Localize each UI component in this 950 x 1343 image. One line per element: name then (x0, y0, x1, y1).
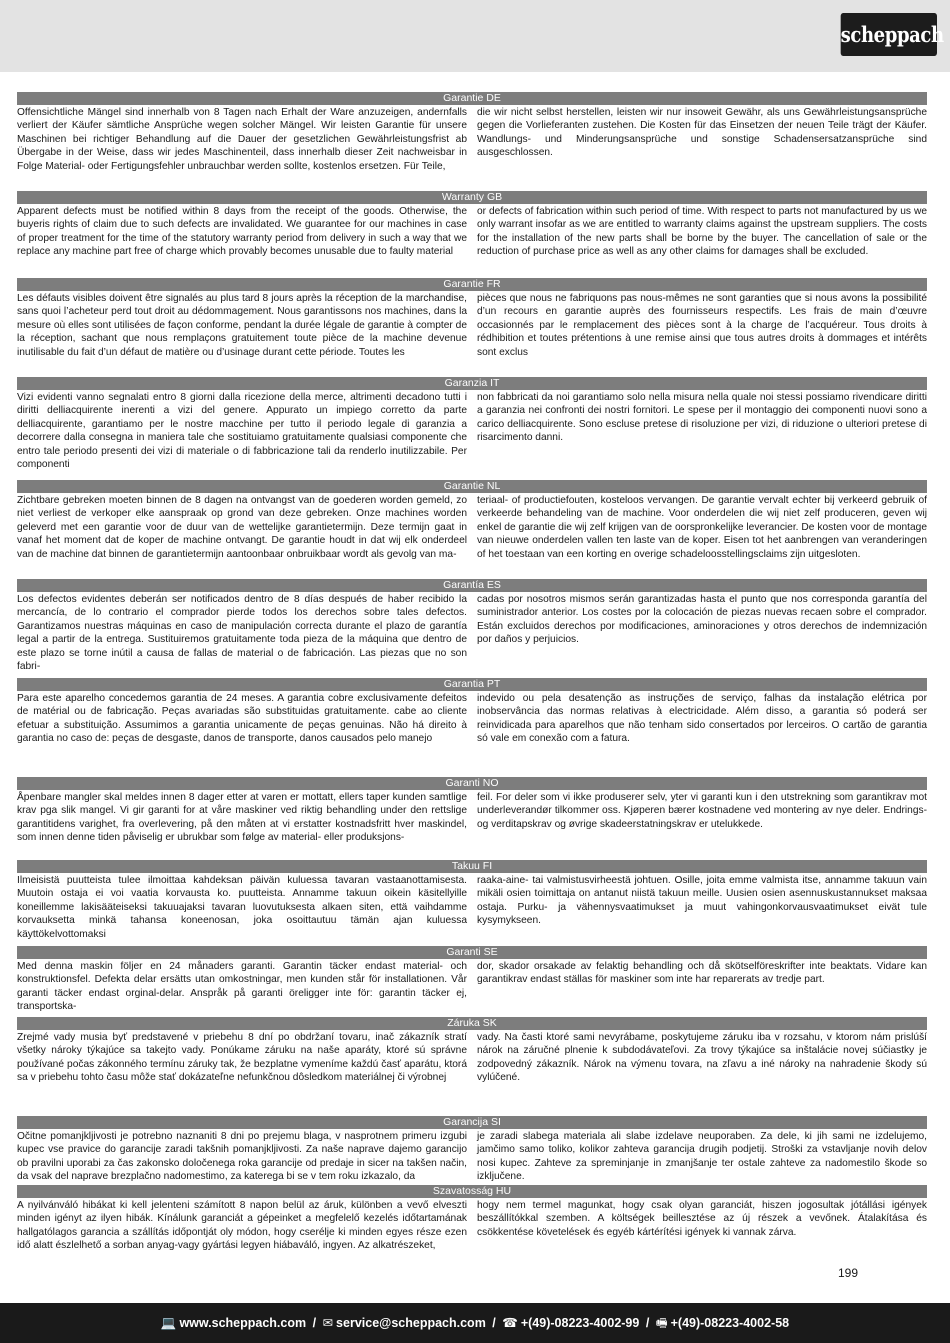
section-title: Garanti NO (17, 777, 927, 790)
website-link[interactable]: www.scheppach.com (179, 1316, 307, 1330)
section-text-right: feil. For deler som vi ikke produserer selv, yter vi garanti kun i den utstrekning som garantikrav mot underleverandør tilkommer oss. Kjøperen bærer kostnadene ved montering av nye deler. Endrings- og verditapskrav og øvrige skadeerstatningskrav er utelukkede. (477, 792, 927, 830)
section-sk (17, 1017, 927, 1116)
section-text-left: Los defectos evidentes deberán ser notificados dentro de 8 días después de haber recibido la mercancía, de lo contrario el comprador pierde todos los derechos sobre tales defectos. Garantizamos nuestras máquinas en caso de manipulación correcta durante el plazo de garantía legal a partir de la entrega. Sustituiremos gratuitamente toda pieza de la máquina que dentro de este plazo se torne inútil a causa de fallas de material o de fabricación. Las piezas que no son fabri- (17, 594, 467, 673)
footer-separator: / (312, 1316, 317, 1330)
section-text-left: Les défauts visibles doivent être signalés au plus tard 8 jours après la réception de la marchandise, sans quoi l’acheteur perd tout droit au dédommagement. Nous garantissons nos machines, dans la mesure où elles sont utilisées de façon conforme, pendant la durée légale de garantie à compter de la réception, sachant que nous remplaçons gratuitement toute pièce de la machine devenue inutilisable du fait d’un défaut de matière ou d’usinage durant cette période. Toutes les (17, 293, 467, 358)
footer-separator: / (645, 1316, 650, 1330)
fax-number: +(49)-08223-4002-58 (670, 1316, 790, 1330)
section-text-right: pièces que nous ne fabriquons pas nous-mêmes ne sont garanties que si nous avons la possibilité d’un recours en garantie auprès des fournisseurs respectifs. Les frais de main d’œuvre occasionnés par le remplacement des pièces sont à la charge de l’acquéreur. Tous droits à rédhibition et toutes prétentions à une remise ainsi que tous autres droits à dommages et intérêts sont exclus (477, 293, 927, 358)
section-no (17, 777, 927, 860)
section-text-left: Apparent defects must be notified within 8 days from the receipt of the goods. Otherwise, the buyeris rights of claim due to such defects are invalidated. We guarantee for our machines in case of proper treatment for the time of the statutory warranty period from delivery in such a way that we replace any machine part free of charge which provably becomes unusable due to faulty material (17, 206, 467, 258)
phone-number: +(49)-08223-4002-99 (520, 1316, 640, 1330)
section-title: Garancija SI (17, 1116, 927, 1129)
section-text-right: teriaal- of productiefouten, kosteloos vervangen. De garantie vervalt echter bij verkeerd gebruik of verkeerde behandeling van de machine. Voor onderdelen die wij niet zelf produceren, geven wij enkel de garantie die wij zelf krijgen van de oorspronkelijke leverancier. De kosten voor de montage van nieuwe onderdelen vallen ten laste van de koper. Eisen tot het aanbrengen van veranderingen of het toestaan van een korting en overige schadeloosstellingsclaims zijn uitgesloten. (477, 495, 927, 560)
header-band (0, 0, 950, 72)
section-text-right: indevido ou pela desatenção as instruções de serviço, falhas da instalação elétrica por inobservância das normas relativas à electricidade. Além disso, a garantia só poderá ser reinvidicada para aparelhos que não tenham sido consertados por lerceiros. O cartão de garantia só vale em conexão com a fatura. (477, 693, 927, 745)
envelope-icon: ✉ (322, 1316, 334, 1330)
section-es (17, 579, 927, 678)
section-text-left: Med denna maskin följer en 24 månaders garanti. Garantin täcker endast material- och konstruktionsfel. Defekta delar ersätts utan omkostningar, men kunden står för installationen. Vår garanti täcker endast orginal-delar. Anspråk på garanti öreligger inte för: garantin täcker ej, transportska- (17, 961, 467, 1013)
section-nl (17, 480, 927, 579)
section-si (17, 1116, 927, 1185)
section-text-right: cadas por nosotros mismos serán garantizadas hasta el punto que nos corresponda garantía del suministrador anterior. Los costes por la colocación de piezas nuevas recaen sobre el comprador. Están excluidos derechos por modificaciones, aminoraciones y otros derechos de indemnización por daños y perjuicios. (477, 594, 927, 646)
section-title: Garantie FR (17, 278, 927, 291)
section-text-right: non fabbricati da noi garantiamo solo nella misura nella quale noi stessi possiamo rivendicare diritti a garanzia nei confronti dei nostri fornitori. Le spese per il montaggio dei componenti nuovi sono a carico delliacquirente. Sono escluse pretese di risoluzione per vizi, di riduzione o ulteriori pretese di risarcimento danni. (477, 392, 927, 444)
section-title: Warranty GB (17, 191, 927, 204)
email-link[interactable]: service@scheppach.com (336, 1316, 486, 1330)
section-it (17, 377, 927, 480)
section-title: Garantie DE (17, 92, 927, 105)
section-text-right: je zaradi slabega materiala ali slabe izdelave neuporaben. Za dele, ki jih sami ne izdelujemo, jamčimo samo toliko, kolikor zahteva garancija drugih podjetij. Stroški za vstavljanje novih delov nosi kupec. Zahteve za spreminjanje in zmanjšanje ter ostale zahteve za nadomestilo škode so izključene. (477, 1131, 927, 1183)
section-title: Szavatosság HU (17, 1185, 927, 1198)
section-title: Garantie NL (17, 480, 927, 493)
section-de (17, 92, 927, 191)
section-text-left: A nyilvánváló hibákat ki kell jelenteni számított 8 napon belül az áruk, különben a vevő elveszti minden igényt az ilyen hibák. Kínálunk garanciát a gépeinket a megfelelő kezelés időtartamának hallgatólagos garancia a szállítás időpontját oly módon, hogy cserélje ki minden egyes része ezen idő alatt észlelhető a sorban anyag-vagy gyártási legyen hiábaváló, ingyen. Az alkatrészeket, (17, 1200, 467, 1252)
warranty-sections (17, 92, 927, 1284)
section-hu (17, 1185, 927, 1284)
section-text-right: hogy nem termel magunkat, hogy csak olyan garanciát, hiszen jogosultak jótállási igények beszállítókkal szemben. A költségek beillesztése az új részek a vevőnek. Átalakítása és csökkentése követelések és egyéb kártérítési igények ki vannak zárva. (477, 1200, 927, 1238)
section-title: Takuu FI (17, 860, 927, 873)
footer-separator: / (492, 1316, 496, 1330)
section-text-left: Zichtbare gebreken moeten binnen de 8 dagen na ontvangst van de goederen worden gemeld, zo niet verliest de verkoper elke aanspraak op grond van deze gebreken. Onze machines worden geleverd met een garantie voor de duur van de wettelijke garantietermijn. Deze termijn gaat in vanaf het moment dat de koper de machine ontvangt. De garantie houdt in dat wij elk onderdeel van de machine dat binnen de garantietermijn aantoonbaar onbruikbaar wordt als gevolg van ma- (17, 495, 467, 560)
section-fi (17, 860, 927, 946)
contact-footer (0, 1303, 950, 1343)
section-gb (17, 191, 927, 278)
section-title: Garantía ES (17, 579, 927, 592)
section-text-right: die wir nicht selbst herstellen, leisten wir nur insoweit Gewähr, als uns Gewährleistungsansprüche gegen die Vorlieferanten zustehen. Die Kosten für das Einsetzen der neuen Teile trägt der Käufer. Wandlungs- und Minderungsansprüche und sonstige Schadensersatzansprüche sind ausgeschlossen. (477, 107, 927, 159)
section-text-right: raaka-aine- tai valmistusvirheestä johtuen. Osille, joita emme valmista itse, annamme takuun vain mikäli osien toimittaja on antanut niistä takuun meille. Uusien osien asennuskustannukset maksaa ostaja. Purku- ja vähennysvaatimukset ja muut vahingonkorvausvaatimukset eivät tule kysymykseen. (477, 875, 927, 927)
section-text-right: or defects of fabrication within such period of time. With respect to parts not manufactured by us we only warrant insofar as we are entitled to warranty claims against the upstream suppliers. The costs for the installation of the new parts shall be borne by the buyer. The cancellation of sale or the reduction of purchase price as well as any other claims for damages shall be excluded. (477, 206, 927, 258)
section-text-left: Zrejmé vady musia byť predstavené v priebehu 8 dní po obdržaní tovaru, inač zákazník stratí všetky nároky týkajúce sa takejto vady. Ponúkame záruku na naše aparáty, ktoré sú správne používané počas zákonného termínu záruky tak, že bezplatne vymeníme každú časť aparátu, ktorá sa v priebehu tohto času môže stať dokázateľne nefunkčnou dôsledkom materiálnej či výrobnej (17, 1032, 467, 1084)
section-text-left: Ilmeisistä puutteista tulee ilmoittaa kahdeksan päivän kuluessa tavaran vastaanottamisesta. Muutoin ostaja ei voi vaatia korvausta ko. puutteista. Annamme takuun oikein käsitellyille koneillemme lakisääteiseksi takuuajaksi tavaran luovutuksesta alkaen siten, että vaihdamme korvauksetta minkä tahansa koneenosan, joka osoittautuu tämän ajan kuluessa käyttökelvottomaksi (17, 875, 467, 940)
section-se (17, 946, 927, 1017)
section-text-left: Očitne pomanjkljivosti je potrebno naznaniti 8 dni po prejemu blaga, v nasprotnem primeru izgubi kupec vse pravice do garancije zaradi takšnih pomanjkljivosti. Za naše naprave dajemo garancijo ob pravilni uporabi za čas zakonsko določenega roka garancije od predaje in sicer na takšen način, da vsak del naprave brezplačno nadomestimo, za katerega bi se v tem roku izkazalo, da (17, 1131, 467, 1183)
section-title: Garantia PT (17, 678, 927, 691)
section-pt (17, 678, 927, 777)
section-text-left: Para este aparelho concedemos garantia de 24 meses. A garantia cobre exclusivamente defeitos de matérial ou de fabricação. Peças avariadas são substituidas gratuitamente. cabe ao cliente efetuar a substituição. Assumimos a garantia unicamente de peças genuinas. Não há direito à garantia no caso de: peças de desgaste, danos de transporte, danos causados pelo manejo (17, 693, 467, 745)
scheppach-logo: scheppach (841, 13, 937, 56)
section-fr (17, 278, 927, 377)
telephone-icon: ☎ (502, 1316, 518, 1330)
section-text-left: Vizi evidenti vanno segnalati entro 8 giorni dalla ricezione della merce, altrimenti decadono tutti i diritti delliacquirente inerenti a vizi del genere. Appurato un impiego corretto da parte delliacquirente, garantiamo per le nostre macchine per tutto il periodo legale di garanzia a decorrere dalla consegna in maniera tale che sostituiamo gratuitamente qualsiasi componente che entro tale periodo presenti dei vizi di materiale o di fabbricazione tali da renderlo inutilizzabile. Per componenti (17, 392, 467, 471)
section-text-right: vady. Na časti ktoré sami nevyrábame, poskytujeme záruku iba v rozsahu, v ktorom nám prislúší nárok na záručné plnenie k subdodávateľovi. Za trovy týkajúce sa inštalácie novej súčiastky je zodpovedný zákazník. Nárok na výmenu tovara, na zľavu a iné nároky na nahradenie škody sú vylúčené. (477, 1032, 927, 1084)
section-text-right: dor, skador orsakade av felaktig behandling och då skötselföreskrifter inte beaktats. Vidare kan garantikrav endast ställas för maskiner som inte har reparerats av tredje part. (477, 961, 927, 986)
section-title: Garanti SE (17, 946, 927, 959)
computer-icon: 💻 (160, 1316, 177, 1330)
fax-icon: 🖷 (655, 1316, 668, 1330)
section-title: Garanzia IT (17, 377, 927, 390)
section-title: Záruka SK (17, 1017, 927, 1030)
page-number: 199 (838, 1266, 859, 1280)
section-text-left: Åpenbare mangler skal meldes innen 8 dager etter at varen er mottatt, ellers taper kunden samtlige krav pga slik mangel. Vi gir garanti for at våre maskiner ved riktig behandling under den rettslige garantitidens varighet, fra overlevering, på den måten at vi erstatter kostnadsfritt hver maskindel, som innen denne tiden påviselig er ubrukbar som følge av material- eller produksjons- (17, 792, 467, 844)
section-text-left: Offensichtliche Mängel sind innerhalb von 8 Tagen nach Erhalt der Ware anzuzeigen, andernfalls verliert der Käufer sämtliche Ansprüche wegen solcher Mängel. Wir leisten Garantie für unsere Maschinen bei richtiger Behandlung auf die Dauer der gesetzlichen Gewährleistungsfrist ab Übergabe in der Weise, dass wir jedes Maschinenteil, dass innerhalb dieser Zeit nachweisbar in Folge Material- oder Fertigungsfehler unbrauchbar werden sollte, kostenlos ersetzen. Für Teile, (17, 107, 467, 172)
